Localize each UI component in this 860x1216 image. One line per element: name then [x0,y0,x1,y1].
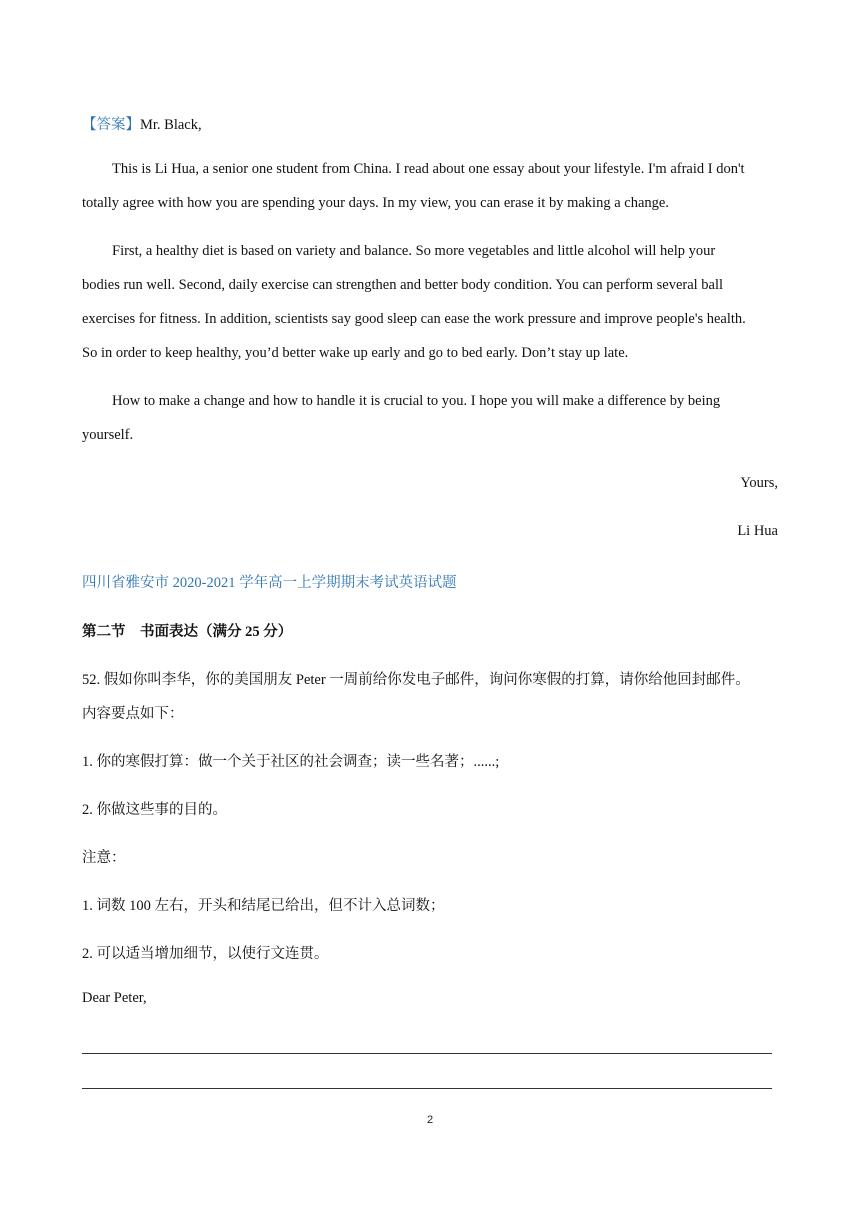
writing-line[interactable] [82,1053,772,1054]
paragraph-2-line-2: bodies run well. Second, daily exercise can strengthen and better body condition. You can perform several ball [82,277,724,293]
question-line-1: 52. 假如你叫李华，你的美国朋友 Peter 一周前给你发电子邮件，询问你寒假的打算，请你给他回封邮件。 [82,672,750,688]
paragraph-3-line-2: yourself. [82,427,134,443]
question-line-2: 内容要点如下： [82,706,184,722]
note-1: 1. 词数 100 左右，开头和结尾已给出，但不计入总词数； [82,898,445,914]
paragraph-2-line-1: First, a healthy diet is based on variety and balance. So more vegetables and little alcohol will help your [112,243,716,259]
paragraph-1-line-2: totally agree with how you are spending your days. In my view, you can erase it by making a change. [82,195,669,211]
paragraph-1-line-1: This is Li Hua, a senior one student from China. I read about one essay about your lifestyle. I'm afraid I don't [112,161,745,177]
closing: Yours, [740,475,778,491]
point-1: 1. 你的寒假打算：做一个关于社区的社会调查；读一些名著；......; [82,754,500,770]
signature: Li Hua [737,523,778,539]
greeting: Dear Peter, [82,990,147,1006]
section-heading: 第二节 书面表达（满分 25 分） [82,624,293,640]
notes-label: 注意： [82,850,126,866]
writing-line[interactable] [82,1088,772,1089]
answer-tag: 【答案】 [82,117,140,133]
page-number: 2 [426,1114,434,1126]
paragraph-3-line-1: How to make a change and how to handle it is crucial to you. I hope you will make a difference by being [112,393,721,409]
note-2: 2. 可以适当增加细节，以使行文连贯。 [82,946,329,962]
source-title: 四川省雅安市 2020-2021 学年高一上学期期末考试英语试题 [82,575,457,591]
salutation: Mr. Black, [140,117,202,133]
paragraph-2-line-4: So in order to keep healthy, you’d better wake up early and go to bed early. Don’t stay up late. [82,345,629,361]
answer-header [82,113,782,134]
paragraph-2-line-3: exercises for fitness. In addition, scientists say good sleep can ease the work pressure and improve people's health. [82,311,746,327]
point-2: 2. 你做这些事的目的。 [82,802,227,818]
